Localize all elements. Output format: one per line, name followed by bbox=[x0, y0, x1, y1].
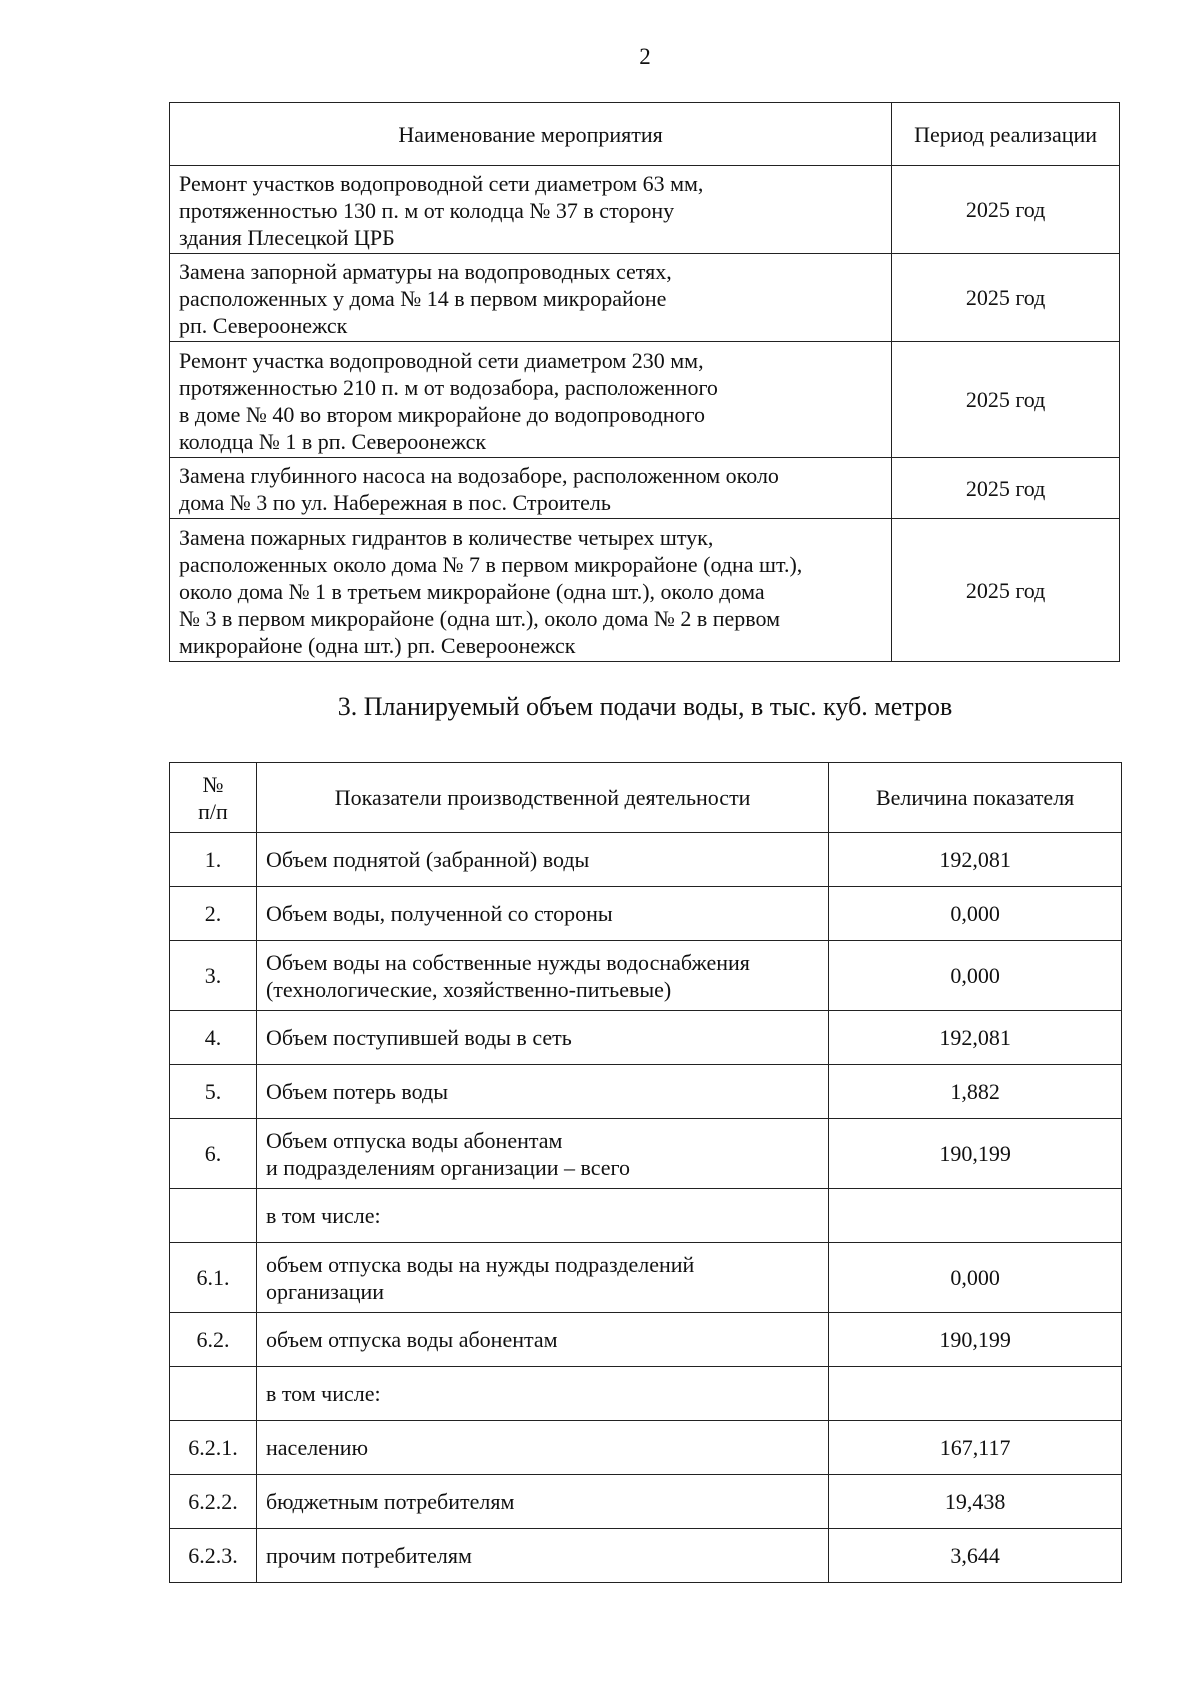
water-value-cell: 1,882 bbox=[829, 1065, 1122, 1119]
measures-row bbox=[170, 342, 1120, 458]
measures-name-line: рп. Североонежск bbox=[179, 313, 348, 338]
water-header-num-line2: п/п bbox=[198, 798, 228, 824]
measures-name-line: около дома № 1 в третьем микрорайоне (одна шт.), около дома bbox=[179, 578, 765, 604]
water-header-num-line1: № bbox=[202, 771, 224, 797]
measures-table bbox=[169, 102, 1120, 662]
water-num-cell: 6.2. bbox=[170, 1313, 257, 1367]
measures-name-cell bbox=[170, 254, 892, 342]
measures-name-line: Ремонт участков водопроводной сети диаметром 63 мм, bbox=[179, 171, 704, 196]
water-row bbox=[170, 941, 1122, 1011]
water-value-cell: 190,199 bbox=[829, 1119, 1122, 1189]
measures-period-cell: 2025 год bbox=[892, 254, 1120, 342]
water-value-cell: 0,000 bbox=[829, 887, 1122, 941]
water-indicator-cell bbox=[256, 1367, 828, 1421]
measures-row bbox=[170, 458, 1120, 519]
water-value-cell: 192,081 bbox=[829, 833, 1122, 887]
measures-row bbox=[170, 166, 1120, 254]
water-indicator-line: в том числе: bbox=[265, 1381, 381, 1406]
water-indicator-line: объем отпуска воды абонентам bbox=[265, 1327, 558, 1352]
water-row bbox=[170, 833, 1122, 887]
measures-name-line: протяженностью 130 п. м от колодца № 37 в сторону bbox=[179, 198, 675, 223]
section-heading: 3. Планируемый объем подачи воды, в тыс. куб. метров bbox=[337, 692, 953, 721]
water-value-cell bbox=[829, 1189, 1122, 1243]
measures-header-period: Период реализации bbox=[892, 103, 1120, 166]
measures-name-line: Замена глубинного насоса на водозаборе, расположенном около bbox=[179, 463, 779, 488]
water-indicator-line: Объем поступившей воды в сеть bbox=[265, 1025, 572, 1050]
water-num-cell: 6.2.3. bbox=[170, 1529, 257, 1583]
measures-name-line: расположенных около дома № 7 в первом микрорайоне (одна шт.), bbox=[179, 551, 803, 577]
water-indicator-cell bbox=[256, 1119, 828, 1189]
water-indicator-line: населению bbox=[265, 1435, 368, 1460]
measures-name-line: Ремонт участка водопроводной сети диаметром 230 мм, bbox=[179, 347, 704, 373]
water-indicator-line: Объем потерь воды bbox=[265, 1079, 449, 1104]
water-header-value: Величина показателя bbox=[829, 763, 1122, 833]
water-indicator-line: прочим потребителям bbox=[265, 1543, 472, 1568]
water-indicator-cell bbox=[256, 833, 828, 887]
measures-table-body bbox=[170, 166, 1120, 662]
water-indicator-cell bbox=[256, 1011, 828, 1065]
water-supply-table bbox=[169, 762, 1122, 1583]
measures-name-line: Замена пожарных гидрантов в количестве четырех штук, bbox=[179, 524, 714, 550]
water-indicator-line: Объем воды на собственные нужды водоснабжения bbox=[265, 949, 750, 975]
water-table-body bbox=[170, 833, 1122, 1583]
water-value-cell: 3,644 bbox=[829, 1529, 1122, 1583]
water-indicator-cell bbox=[256, 1529, 828, 1583]
water-row bbox=[170, 1529, 1122, 1583]
water-indicator-line: бюджетным потребителям bbox=[265, 1489, 515, 1514]
measures-name-line: протяженностью 210 п. м от водозабора, расположенного bbox=[179, 374, 718, 400]
measures-name-line: расположенных у дома № 14 в первом микрорайоне bbox=[179, 286, 667, 311]
water-row bbox=[170, 1119, 1122, 1189]
water-num-cell bbox=[170, 1189, 257, 1243]
water-indicator-cell bbox=[256, 941, 828, 1011]
water-num-cell: 3. bbox=[170, 941, 257, 1011]
water-indicator-line: организации bbox=[265, 1278, 385, 1304]
water-num-cell: 6.1. bbox=[170, 1243, 257, 1313]
measures-header-row bbox=[170, 103, 1120, 166]
water-indicator-line: и подразделениям организации – всего bbox=[265, 1154, 631, 1180]
water-row bbox=[170, 887, 1122, 941]
water-indicator-cell bbox=[256, 1475, 828, 1529]
water-row bbox=[170, 1475, 1122, 1529]
water-row bbox=[170, 1313, 1122, 1367]
water-indicator-line: в том числе: bbox=[265, 1203, 381, 1228]
water-row bbox=[170, 1011, 1122, 1065]
water-indicator-line: Объем поднятой (забранной) воды bbox=[265, 847, 590, 872]
water-num-cell: 5. bbox=[170, 1065, 257, 1119]
measures-name-line: № 3 в первом микрорайоне (одна шт.), около дома № 2 в первом bbox=[179, 605, 780, 631]
water-num-cell: 6.2.1. bbox=[170, 1421, 257, 1475]
measures-name-line: в доме № 40 во втором микрорайоне до водопроводного bbox=[179, 401, 706, 427]
measures-name-cell bbox=[170, 519, 892, 662]
water-num-cell: 6.2.2. bbox=[170, 1475, 257, 1529]
water-value-cell bbox=[829, 1367, 1122, 1421]
water-value-cell: 167,117 bbox=[829, 1421, 1122, 1475]
measures-name-line: здания Плесецкой ЦРБ bbox=[179, 225, 395, 250]
water-row bbox=[170, 1421, 1122, 1475]
measures-row bbox=[170, 519, 1120, 662]
measures-period-cell: 2025 год bbox=[892, 519, 1120, 662]
measures-period-cell: 2025 год bbox=[892, 458, 1120, 519]
water-value-cell: 19,438 bbox=[829, 1475, 1122, 1529]
water-row bbox=[170, 1367, 1122, 1421]
water-indicator-line: объем отпуска воды на нужды подразделений bbox=[265, 1251, 695, 1277]
water-indicator-cell bbox=[256, 887, 828, 941]
measures-header-name: Наименование мероприятия bbox=[170, 103, 892, 166]
water-num-cell bbox=[170, 1367, 257, 1421]
measures-name-cell bbox=[170, 166, 892, 254]
water-row bbox=[170, 1243, 1122, 1313]
water-value-cell: 192,081 bbox=[829, 1011, 1122, 1065]
measures-name-line: Замена запорной арматуры на водопроводных сетях, bbox=[179, 259, 672, 284]
water-value-cell: 0,000 bbox=[829, 1243, 1122, 1313]
measures-row bbox=[170, 254, 1120, 342]
water-num-cell: 4. bbox=[170, 1011, 257, 1065]
measures-name-cell bbox=[170, 342, 892, 458]
water-value-cell: 190,199 bbox=[829, 1313, 1122, 1367]
water-indicator-line: (технологические, хозяйственно-питьевые) bbox=[265, 976, 672, 1002]
measures-name-cell bbox=[170, 458, 892, 519]
water-indicator-cell bbox=[256, 1421, 828, 1475]
measures-period-cell: 2025 год bbox=[892, 166, 1120, 254]
water-row bbox=[170, 1065, 1122, 1119]
water-indicator-line: Объем воды, полученной со стороны bbox=[265, 901, 613, 926]
measures-name-line: дома № 3 по ул. Набережная в пос. Строитель bbox=[179, 490, 611, 515]
measures-name-line: микрорайоне (одна шт.) рп. Североонежск bbox=[179, 632, 576, 658]
water-num-cell: 1. bbox=[170, 833, 257, 887]
water-indicator-cell bbox=[256, 1313, 828, 1367]
water-indicator-cell bbox=[256, 1189, 828, 1243]
measures-period-cell: 2025 год bbox=[892, 342, 1120, 458]
water-indicator-cell bbox=[256, 1243, 828, 1313]
page-number: 2 bbox=[639, 44, 651, 69]
water-num-cell: 2. bbox=[170, 887, 257, 941]
water-header-row bbox=[170, 763, 1122, 833]
water-header-indicator: Показатели производственной деятельности bbox=[256, 763, 828, 833]
measures-name-line: колодца № 1 в рп. Североонежск bbox=[179, 428, 487, 454]
water-header-num bbox=[170, 763, 257, 833]
water-value-cell: 0,000 bbox=[829, 941, 1122, 1011]
water-num-cell: 6. bbox=[170, 1119, 257, 1189]
water-indicator-line: Объем отпуска воды абонентам bbox=[265, 1127, 563, 1153]
water-row bbox=[170, 1189, 1122, 1243]
water-indicator-cell bbox=[256, 1065, 828, 1119]
